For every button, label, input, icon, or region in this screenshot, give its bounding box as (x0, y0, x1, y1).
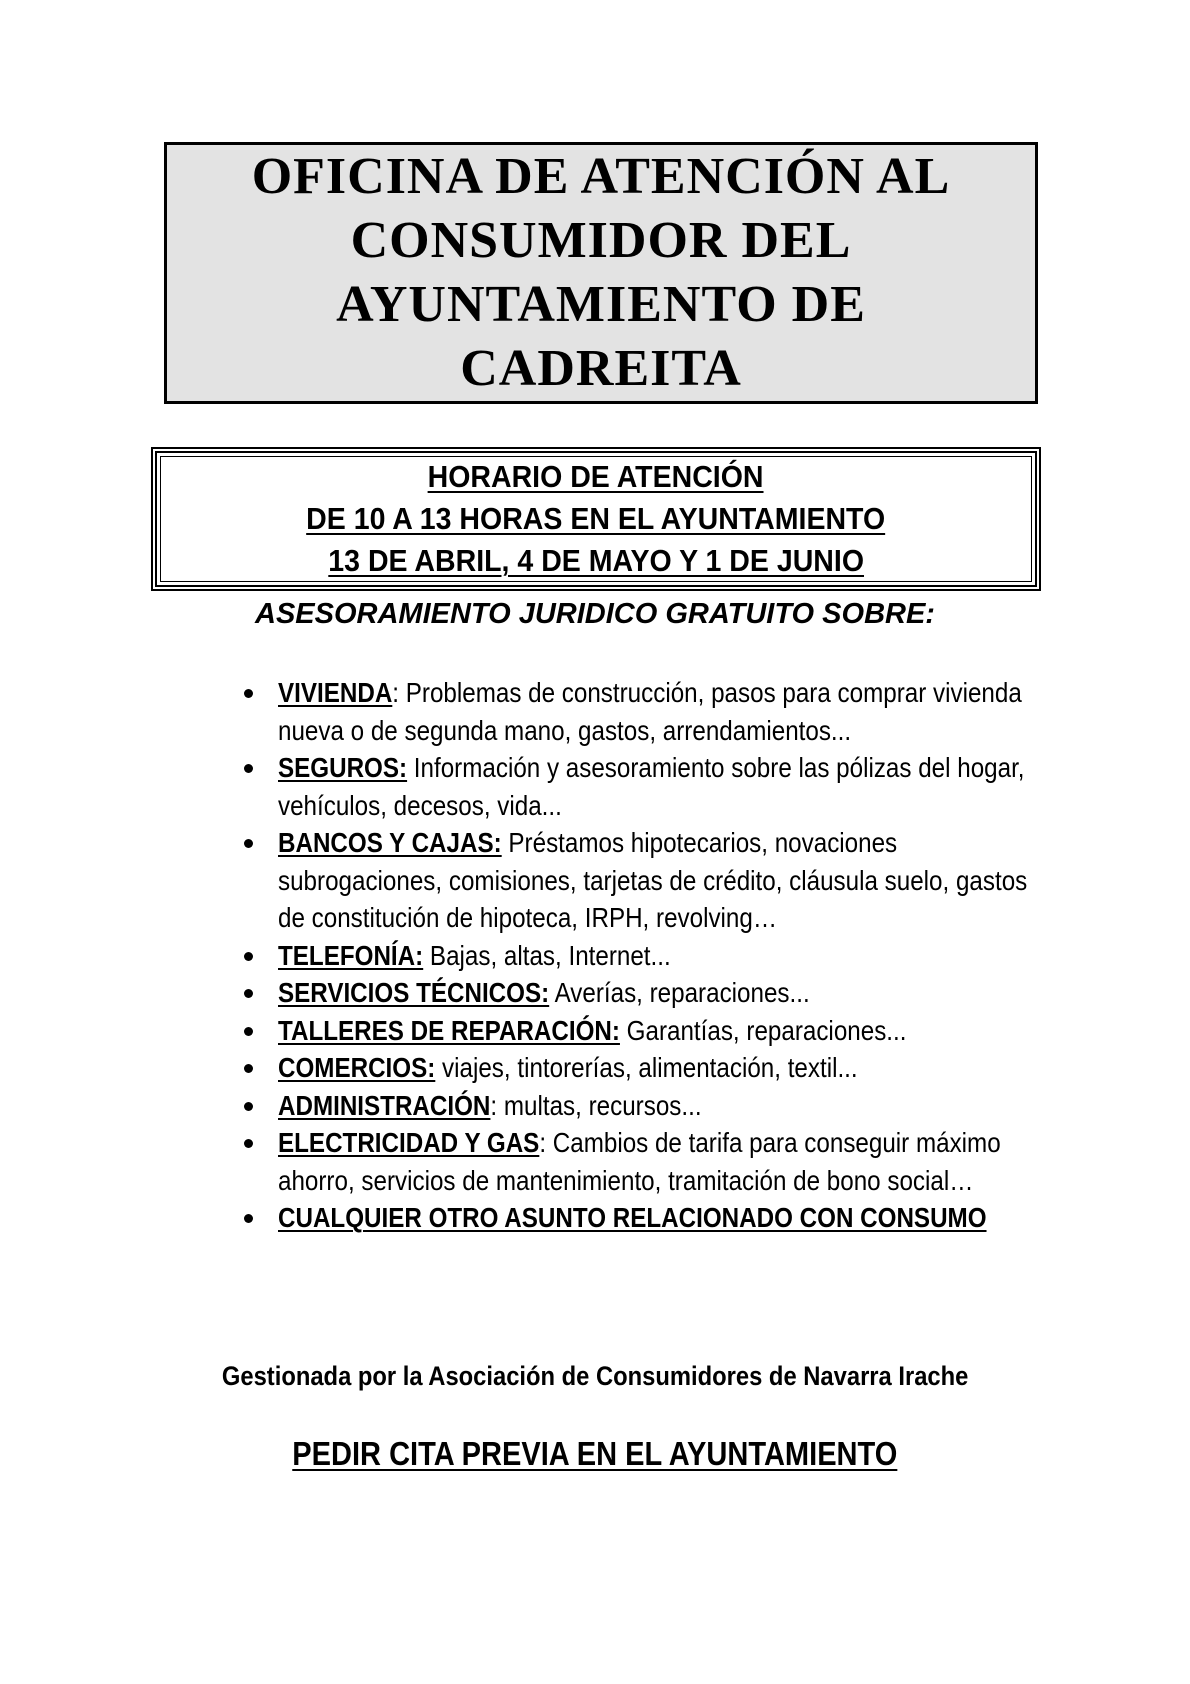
title-line: CONSUMIDOR DEL (350, 212, 852, 269)
service-description: Préstamos hipotecarios, novaciones subrogaciones, comisiones, tarjetas de crédito, cláusula suelo, gastos de constitución de hipoteca, IRPH, revolving… (278, 827, 1028, 933)
schedule-dates: 13 DE ABRIL, 4 DE MAYO Y 1 DE JUNIO (328, 543, 864, 578)
service-name: SEGUROS: (278, 752, 408, 783)
list-item (244, 824, 1034, 937)
services-list (244, 674, 1034, 1237)
service-name: SERVICIOS TÉCNICOS: (278, 977, 550, 1008)
service-description: : Cambios de tarifa para conseguir máximo ahorro, servicios de mantenimiento, tramitación de bono social… (278, 1127, 1001, 1196)
service-name: COMERCIOS: (278, 1052, 436, 1083)
schedule-hours: DE 10 A 13 HORAS EN EL AYUNTAMIENTO (306, 501, 886, 536)
title-line: CADREITA (460, 340, 742, 397)
bullet-icon (244, 689, 253, 698)
bullet-icon (244, 952, 253, 961)
bullet-icon (244, 989, 253, 998)
list-item (244, 1049, 1034, 1087)
service-description: : Problemas de construcción, pasos para comprar vivienda nueva o de segunda mano, gastos, arrendamientos... (278, 677, 1022, 746)
list-item (244, 937, 1034, 975)
bullet-icon (244, 839, 253, 848)
call-to-action-text: PEDIR CITA PREVIA EN EL AYUNTAMIENTO (292, 1435, 898, 1472)
title-line: AYUNTAMIENTO DE (336, 276, 866, 333)
service-name: CUALQUIER OTRO ASUNTO RELACIONADO CON CONSUMO (278, 1202, 987, 1233)
list-item (244, 1087, 1034, 1125)
service-description: Averías, reparaciones... (549, 977, 810, 1008)
service-name: TALLERES DE REPARACIÓN: (278, 1014, 620, 1046)
service-name: BANCOS Y CAJAS: (278, 827, 502, 858)
service-description: : multas, recursos... (490, 1089, 702, 1121)
service-description: Información y asesoramiento sobre las pólizas del hogar, vehículos, decesos, vida... (278, 752, 1025, 821)
managed-by-note (0, 1358, 1190, 1394)
schedule-heading: HORARIO DE ATENCIÓN (428, 459, 764, 494)
service-description: Bajas, altas, Internet... (423, 939, 671, 971)
bullet-icon (244, 1139, 253, 1148)
list-item (244, 749, 1034, 824)
service-description: viajes, tintorerías, alimentación, textil... (435, 1052, 858, 1083)
title-line: OFICINA DE ATENCIÓN AL (251, 148, 951, 205)
list-item (244, 674, 1034, 749)
bullet-icon (244, 1064, 253, 1073)
service-name: TELEFONÍA: (278, 939, 424, 971)
title-box (164, 142, 1038, 404)
bullet-icon (244, 1214, 253, 1223)
list-item (244, 1124, 1034, 1199)
call-to-action (0, 1433, 1190, 1475)
service-name: ELECTRICIDAD Y GAS (278, 1127, 540, 1158)
service-name: ADMINISTRACIÓN (278, 1089, 491, 1121)
service-name: VIVIENDA (278, 677, 393, 708)
bullet-icon (244, 764, 253, 773)
services-subheading: ASESORAMIENTO JURIDICO GRATUITO SOBRE: (255, 598, 935, 630)
bullet-icon (244, 1027, 253, 1036)
list-item (244, 974, 1034, 1012)
bullet-icon (244, 1102, 253, 1111)
managed-by-text: Gestionada por la Asociación de Consumidores de Navarra Irache (221, 1361, 969, 1391)
list-item (244, 1012, 1034, 1050)
schedule-box (151, 447, 1041, 591)
list-item (244, 1199, 1034, 1237)
service-description: Garantías, reparaciones... (619, 1014, 907, 1046)
